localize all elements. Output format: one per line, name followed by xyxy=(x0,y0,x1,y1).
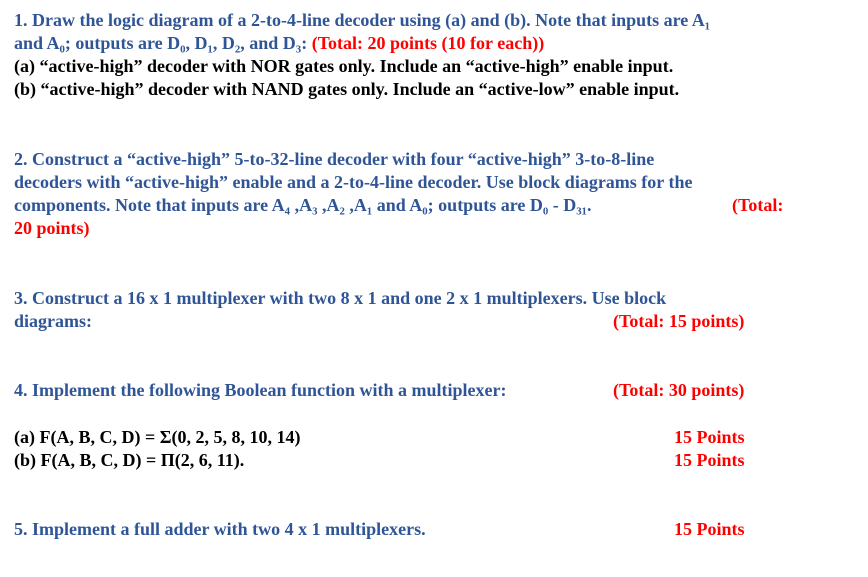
q4-total-points: (Total: 30 points) xyxy=(613,380,745,400)
q2-total-points: (Total: xyxy=(732,195,784,215)
question-1 xyxy=(14,9,814,101)
q1-total-points: (Total: 20 points (10 for each)) xyxy=(311,33,545,53)
q2-line-1: 2. Construct a “active-high” 5-to-32-line decoder with four “active-high” 3-to-8-line xyxy=(14,149,655,169)
q4-part-a xyxy=(14,426,814,449)
q1-line-2 xyxy=(14,32,814,55)
question-3 xyxy=(14,287,814,333)
q2-line-3-text: components. Note that inputs are A₄ ,A₃ ,A₂ ,A₁ and A₀; outputs are D₀ - D₃₁. xyxy=(14,195,592,215)
q2-total-points-cont: 20 points) xyxy=(14,218,90,238)
question-5 xyxy=(14,518,814,541)
q1-part-a: (a) “active-high” decoder with NOR gates only. Include an “active-high” enable input. xyxy=(14,56,674,76)
q4-parts xyxy=(14,426,814,472)
q4-part-b-points: 15 Points xyxy=(674,450,745,470)
q1-line-1: 1. Draw the logic diagram of a 2-to-4-line decoder using (a) and (b). Note that inputs are A₁ xyxy=(14,10,711,30)
q4-part-b-text: (b) F(A, B, C, D) = Π(2, 6, 11). xyxy=(14,450,245,470)
q5-line-1-text: 5. Implement a full adder with two 4 x 1 multiplexers. xyxy=(14,519,426,539)
q4-line-1-text: 4. Implement the following Boolean function with a multiplexer: xyxy=(14,380,507,400)
question-2 xyxy=(14,148,814,240)
q1-line-2-text: and A₀; outputs are D₀, D₁, D₂, and D₃: xyxy=(14,33,308,53)
q4-part-b xyxy=(14,449,814,472)
q3-total-points: (Total: 15 points) xyxy=(613,311,745,331)
q2-line-2: decoders with “active-high” enable and a 2-to-4-line decoder. Use block diagrams for the xyxy=(14,172,693,192)
q3-line-1: 3. Construct a 16 x 1 multiplexer with two 8 x 1 and one 2 x 1 multiplexers. Use block xyxy=(14,288,667,308)
q4-part-a-points: 15 Points xyxy=(674,427,745,447)
q1-part-b: (b) “active-high” decoder with NAND gates only. Include an “active-low” enable input. xyxy=(14,79,680,99)
question-4 xyxy=(14,379,814,402)
q4-part-a-text: (a) F(A, B, C, D) = Σ(0, 2, 5, 8, 10, 14) xyxy=(14,427,301,447)
q2-line-3 xyxy=(14,194,814,217)
q5-line-1 xyxy=(14,518,814,541)
q4-line-1 xyxy=(14,379,814,402)
q5-points: 15 Points xyxy=(674,519,745,539)
q3-line-2-text: diagrams: xyxy=(14,311,92,331)
q3-line-2 xyxy=(14,310,814,333)
